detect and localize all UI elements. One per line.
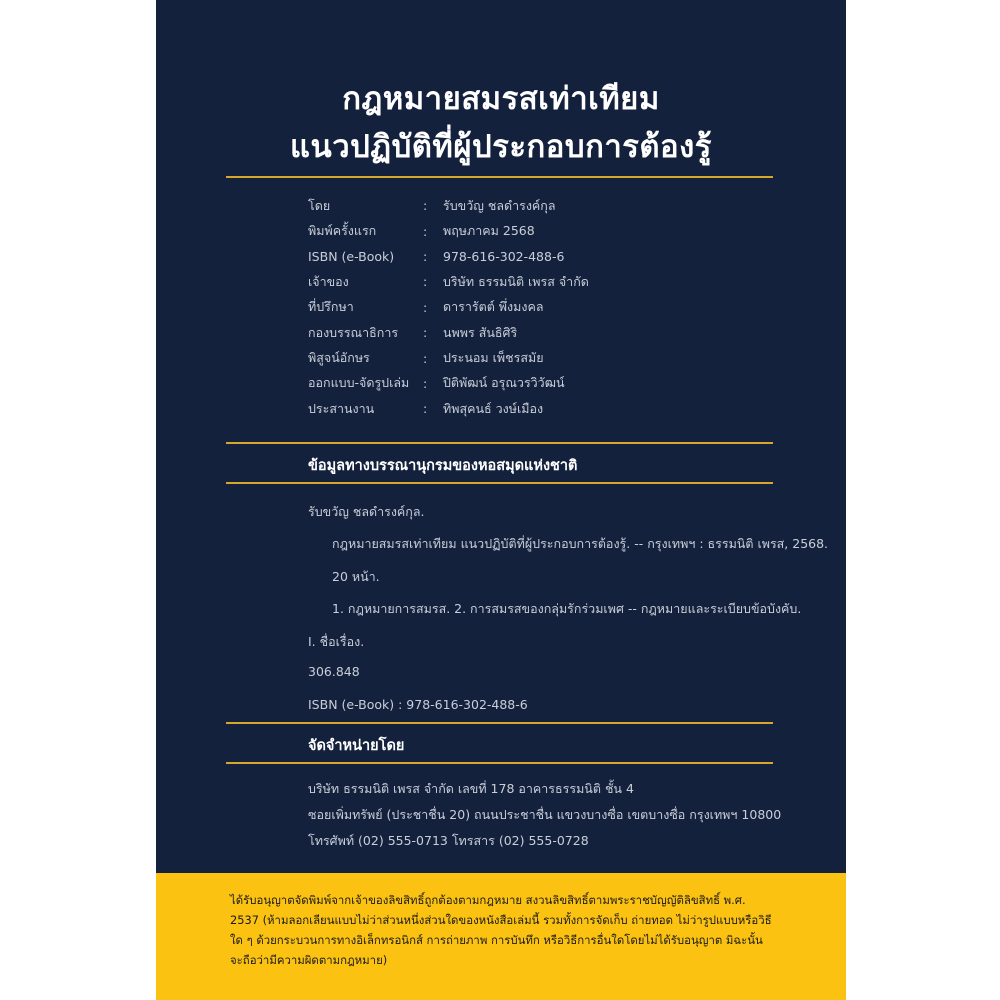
copyright-footer	[156, 873, 846, 1000]
credit-label: พิมพ์ครั้งแรก	[308, 223, 377, 239]
book-title-line-1: กฎหมายสมรสเท่าเทียม	[342, 81, 660, 117]
credit-value: ดารารัตต์ พึ่งมงคล	[443, 299, 544, 315]
credit-value: พฤษภาคม 2568	[443, 223, 535, 239]
credit-separator: :	[423, 198, 428, 214]
distribution-address-line-2: ซอยเพิ่มทรัพย์ (ประชาชื่น 20) ถนนประชาชื่น แขวงบางซื่อ เขตบางซื่อ กรุงเทพฯ 10800	[308, 807, 782, 822]
credit-separator: :	[423, 274, 428, 290]
divider-title	[226, 176, 773, 178]
copyright-notice: ได้รับอนุญาตจัดพิมพ์จากเจ้าของลิขสิทธิ์ถูกต้องตามกฎหมาย สงวนลิขสิทธิ์ตามพระราชบัญญัติลิขสิทธิ์ พ.ศ. 2537 (ห้ามลอกเลียนแบบไม่ว่าส่วนหนึ่งส่วนใดของหนังสือเล่มนี้ รวมทั้งการจัดเก็บ ถ่ายทอด ไม่ว่ารูปแบบหรือวิธีใด ๆ ด้วยกระบวนการทางอิเล็กทรอนิกส์ การถ่ายภาพ การบันทึก หรือวิธีการอื่นใดโดยไม่ได้รับอนุญาต มิฉะนั้น จะถือว่ามีความผิดตามกฎหมาย)	[230, 893, 772, 967]
credit-label: ISBN (e-Book)	[308, 248, 395, 264]
credit-label: กองบรรณาธิการ	[308, 324, 399, 340]
divider-catalog-bottom	[226, 482, 773, 484]
credit-row	[308, 193, 589, 218]
credit-value: ประนอม เพ็ชรสมัย	[443, 350, 544, 366]
catalog-author: รับขวัญ ชลดำรงค์กุล.	[308, 504, 425, 519]
divider-distribution-bottom	[226, 762, 773, 764]
catalog-pages: 20 หน้า.	[332, 569, 380, 584]
distribution-address-line-1: บริษัท ธรรมนิติ เพรส จำกัด เลขที่ 178 อาคารธรรมนิติ ชั้น 4	[308, 781, 634, 796]
catalog-title-entry: I. ชื่อเรื่อง.	[308, 634, 365, 649]
book-imprint-page	[156, 0, 846, 1000]
credit-row	[308, 218, 589, 243]
catalog-isbn: ISBN (e-Book) : 978-616-302-488-6	[308, 697, 528, 712]
credit-separator: :	[423, 401, 428, 417]
credit-separator: :	[423, 299, 428, 315]
catalog-heading: ข้อมูลทางบรรณานุกรมของหอสมุดแห่งชาติ	[308, 458, 578, 474]
catalog-subjects: 1. กฎหมายการสมรส. 2. การสมรสของกลุ่มรักร่วมเพศ -- กฎหมายและระเบียบข้อบังคับ.	[332, 601, 802, 616]
credit-value: ปิติพัฒน์ อรุณวรวิวัฒน์	[443, 375, 565, 391]
credit-value: บริษัท ธรรมนิติ เพรส จำกัด	[443, 273, 589, 289]
credit-row	[308, 320, 589, 345]
catalog-title-line: กฎหมายสมรสเท่าเทียม แนวปฏิบัติที่ผู้ประกอบการต้องรู้. -- กรุงเทพฯ : ธรรมนิติ เพรส, 2568.	[332, 536, 829, 551]
credit-row	[308, 371, 589, 396]
credit-separator: :	[423, 223, 428, 239]
credit-row	[308, 345, 589, 370]
credit-value: 978-616-302-488-6	[443, 248, 565, 264]
credits-list	[308, 193, 589, 422]
credit-value: รับขวัญ ชลดำรงค์กุล	[443, 197, 556, 213]
credit-separator: :	[423, 325, 428, 341]
credit-row	[308, 244, 589, 269]
credit-separator: :	[423, 248, 428, 264]
credit-separator: :	[423, 375, 428, 391]
divider-distribution-top	[226, 722, 773, 724]
credit-label: เจ้าของ	[308, 273, 349, 289]
credit-label: โดย	[308, 197, 331, 213]
catalog-class-number: 306.848	[308, 664, 360, 679]
credit-label: พิสูจน์อักษร	[308, 350, 370, 366]
divider-catalog-top	[226, 442, 773, 444]
book-title-line-2: แนวปฏิบัติที่ผู้ประกอบการต้องรู้	[290, 129, 712, 165]
credit-label: ออกแบบ-จัดรูปเล่ม	[308, 375, 410, 391]
credit-separator: :	[423, 350, 428, 366]
credit-row	[308, 396, 589, 421]
distribution-phone-line: โทรศัพท์ (02) 555-0713 โทรสาร (02) 555-0728	[308, 833, 589, 848]
credit-row	[308, 269, 589, 294]
credit-label: ประสานงาน	[308, 400, 375, 416]
credit-value: ทิพสุคนธ์ วงษ์เมือง	[443, 400, 544, 416]
distribution-heading: จัดจำหน่ายโดย	[308, 738, 405, 754]
credit-value: นพพร สันธิศิริ	[443, 324, 518, 340]
credit-row	[308, 295, 589, 320]
credit-label: ที่ปรึกษา	[308, 299, 354, 315]
